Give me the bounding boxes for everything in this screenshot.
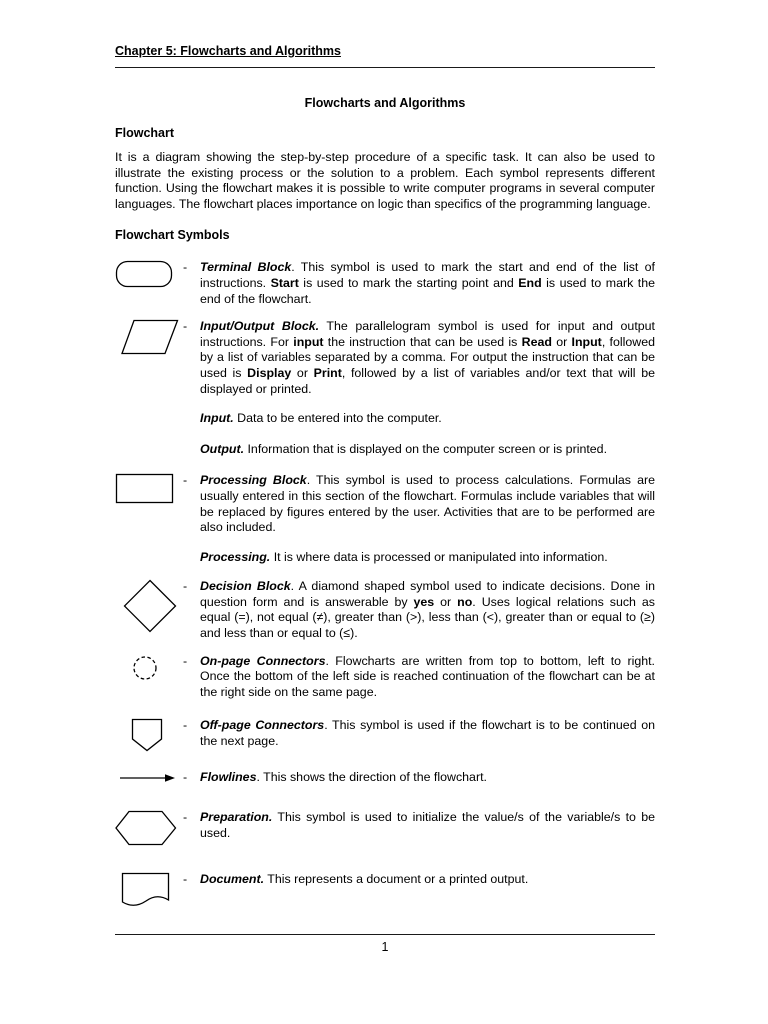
symbol-row-terminal [115,260,655,307]
list-marker: - [183,579,188,594]
symbol-description-decision: Decision Block. A diamond shaped symbol used to indicate decisions. Done in question form and is answerable by yes or no. Uses logical relations such as equal (=), not equal (≠), greater than (>), less than (<), greater than or equal to (≥) and less than or equal to (≤). [200,579,656,641]
preparation-hexagon-icon [115,810,183,846]
terminal-block-icon [115,260,183,288]
list-marker: - [183,260,188,275]
list-marker: - [183,872,188,887]
list-marker: - [183,810,188,825]
symbols-heading: Flowchart Symbols [115,228,230,243]
header-rule [115,67,655,68]
list-marker: - [183,473,188,488]
symbol-description-on-page-connector: On-page Connectors. Flowcharts are written from top to bottom, left to right. Once the bottom of the left side is reached continuation of the flowchart can be at the right side on the same page. [200,653,655,699]
chapter-heading: Chapter 5: Flowcharts and Algorithms [115,44,341,58]
symbol-row-on-page-connector [115,654,655,701]
symbol-description-processing: Processing Block. This symbol is used to process calculations. Formulas are usually entered in this section of the flowchart. Formulas include variables that will be replaced by figures entered by the user. Activities that are to be performed are also included. [200,473,656,535]
processing-definition: Processing. It is where data is processed or manipulated into information. [200,549,608,564]
list-marker: - [183,718,188,733]
symbol-row-processing [115,473,655,535]
flowchart-paragraph: It is a diagram showing the step-by-step procedure of a specific task. It can also be used to illustrate the existing process or the solution to a problem. Each symbol represents different function. Using the flowchart makes it is possible to write computer programs in several computer languages. The flowchart places importance on logic than specifics of the programming language. [115,150,655,211]
symbol-row-flowlines [115,770,655,786]
symbol-description-flowlines: Flowlines. This shows the direction of the flowchart. [200,770,487,785]
symbol-description-off-page-connector: Off-page Connectors. This symbol is used if the flowchart is to be continued on the next page. [200,718,655,749]
list-marker: - [183,653,188,668]
footer-rule [115,934,655,935]
page-header [115,42,655,68]
parallelogram-icon [115,319,183,355]
symbol-row-input-output [115,319,655,397]
list-marker: - [183,770,188,785]
symbol-description-terminal: Terminal Block. This symbol is used to mark the start and end of the list of instructions. Start is used to mark the starting point and End is used to mark the end of the flowchart. [200,260,655,306]
output-definition: Output. Information that is displayed on the computer screen or is printed. [200,441,608,456]
off-page-connector-icon [115,718,183,752]
on-page-connector-icon [115,654,183,682]
flowline-arrow-icon [115,772,183,784]
page-number: 1 [381,940,389,954]
page-footer [115,934,655,954]
input-definition: Input. Data to be entered into the computer. [200,411,442,426]
document-shape-icon [115,872,183,912]
symbol-row-document [115,872,655,912]
document-title: Flowcharts and Algorithms [304,96,466,110]
symbol-description-preparation: Preparation. This symbol is used to initialize the value/s of the variable/s to be used. [200,810,655,840]
flowchart-heading: Flowchart [115,126,175,140]
process-rectangle-icon [115,473,183,505]
symbol-row-preparation [115,810,655,846]
list-marker: - [183,319,188,334]
symbol-description-document: Document. This represents a document or a printed output. [200,872,529,887]
symbol-row-decision [115,579,655,641]
decision-diamond-icon [115,579,183,633]
symbol-description-input-output: Input/Output Block. The parallelogram symbol is used for input and output instructions. For input the instruction that can be used is Read or Input, followed by a list of variables separated by a comma. For output the instruction that can be used is Display or Print, followed by a list of variables and/or text that will be displayed or printed. [200,319,655,396]
symbol-row-off-page-connector [115,718,655,752]
